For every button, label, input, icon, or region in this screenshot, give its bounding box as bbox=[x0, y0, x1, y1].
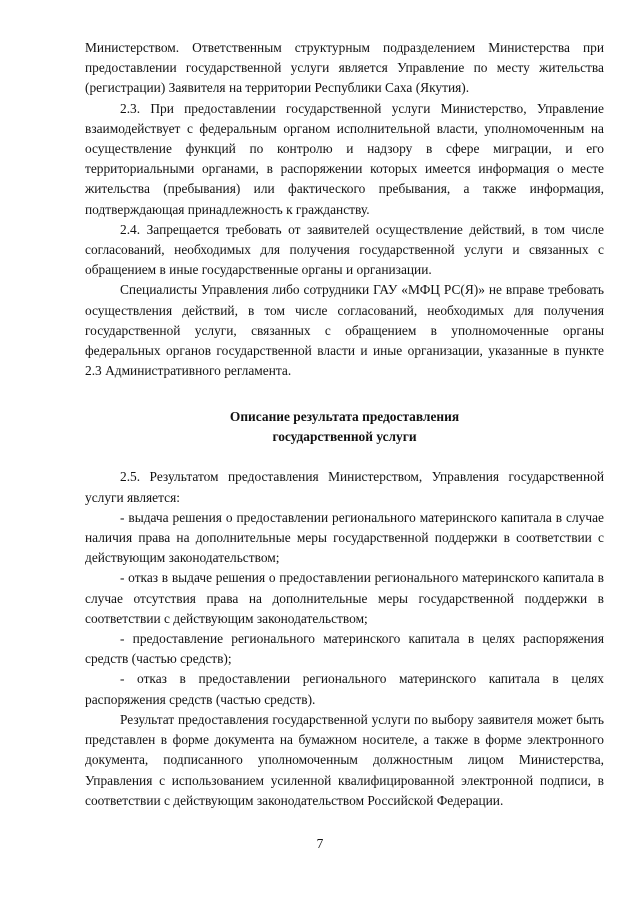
paragraph-2-4: 2.4. Запрещается требовать от заявителей осуществление действий, в том числе согласований, необходимых для получения государственной услуги и связанных с обращением в иные государственные органы и организации. bbox=[85, 221, 604, 278]
paragraph-2-5: 2.5. Результатом предоставления Министерством, Управления государственной услуги является: bbox=[85, 469, 604, 505]
paragraph-2-3: 2.3. При предоставлении государственной услуги Министерство, Управление взаимодействует с федеральным органом исполнительной власти, уполномоченным на осуществление функций по контролю и надзору в сфере миграции, и его территориальными органами, в распоряжении которых имеется информация о месте жительства (пребывания) или фактического пребывания, а также информация, подтверждающая принадлежность к гражданству. bbox=[85, 100, 604, 217]
section-heading-line-2: государственной услуги bbox=[272, 429, 417, 445]
list-item-refuse-capital: - отказ в предоставлении регионального материнского капитала в целях распоряжения средств (частью средств). bbox=[85, 671, 604, 707]
paragraph-result-form: Результат предоставления государственной услуги по выбору заявителя может быть представлен в форме документа на бумажном носителе, а также в форме электронного документа, подписанного уполномоченным должностным лицом Министерства, Управления с использованием усиленной квалифицированной электронной подписи, в соответствии с действующим законодательством Российской Федерации. bbox=[85, 711, 604, 808]
paragraph-ministry-responsibility: Министерством. Ответственным структурным подразделением Министерства при предоставлении государственной услуги является Управление по месту жительства (регистрации) Заявителя на территории Республики Саха (Якутия). bbox=[85, 40, 604, 96]
spacer bbox=[85, 381, 604, 407]
paragraph-specialists: Специалисты Управления либо сотрудники ГАУ «МФЦ РС(Я)» не вправе требовать осуществления действий, в том числе согласований, необходимых для получения государственной услуги, связанных с обращением в уполномоченные органы федеральных органов государственной власти и иные организации, указанные в пункте 2.3 Административного регламента. bbox=[85, 282, 604, 379]
page-number: 7 bbox=[316, 836, 324, 851]
section-heading-line-1: Описание результата предоставления bbox=[229, 409, 460, 425]
document-page bbox=[85, 38, 604, 811]
list-item-refuse-decision: - отказ в выдаче решения о предоставлении регионального материнского капитала в случае отсутствия права на дополнительные меры государственной поддержки в соответствии с действующим законодательством; bbox=[85, 570, 604, 626]
list-item-provide-capital: - предоставление регионального материнского капитала в целях распоряжения средств (частью средств); bbox=[85, 631, 604, 667]
list-item-issue-decision: - выдача решения о предоставлении регионального материнского капитала в случае наличия права на дополнительные меры государственной поддержки в соответствии с действующим законодательством; bbox=[85, 509, 604, 566]
spacer bbox=[85, 447, 604, 467]
